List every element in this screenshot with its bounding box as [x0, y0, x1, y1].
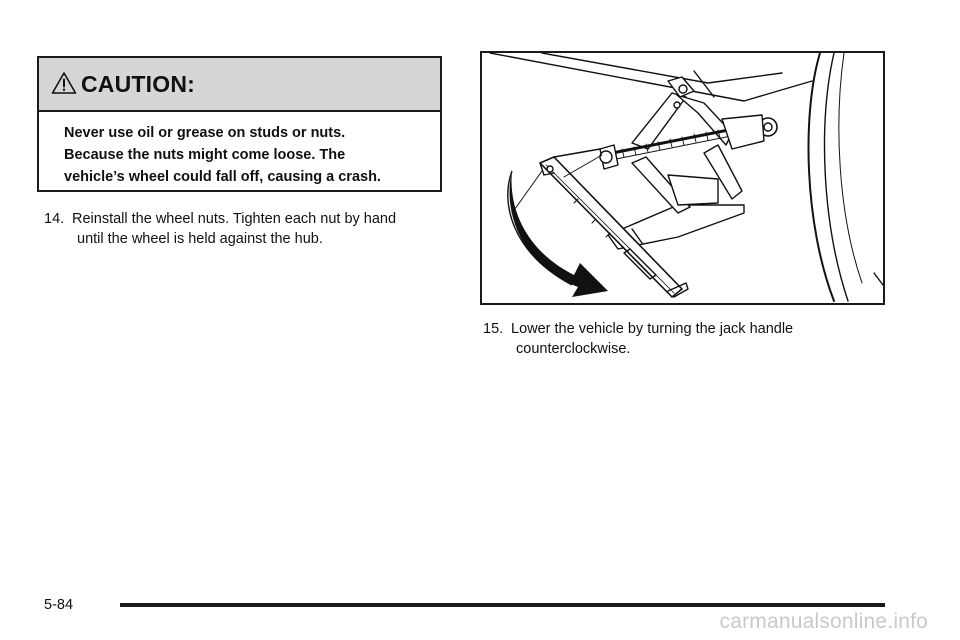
caution-box [37, 56, 442, 192]
caution-line: vehicle’s wheel could fall off, causing a crash. [64, 169, 381, 185]
counterclockwise-arrow-icon [508, 171, 608, 297]
step-text: Lower the vehicle by turning the jack handle [511, 321, 794, 337]
step-14 [44, 209, 444, 249]
caution-header [39, 58, 440, 112]
step-number: 15. [483, 321, 504, 337]
caution-title: CAUTION: [81, 70, 196, 97]
step-number: 14. [44, 211, 65, 227]
caution-line: Because the nuts might come loose. The [64, 147, 346, 163]
page-number: 5-84 [44, 597, 74, 613]
footer-rule [120, 603, 885, 607]
caution-body [39, 112, 440, 188]
step-15 [483, 319, 903, 359]
step-text: until the wheel is held against the hub. [77, 231, 323, 247]
caution-line: Never use oil or grease on studs or nuts. [64, 125, 346, 141]
warning-triangle-icon [51, 71, 77, 95]
watermark: carmanualsonline.info [719, 610, 928, 633]
step-text: counterclockwise. [516, 341, 631, 357]
scissor-jack-illustration [480, 51, 885, 305]
step-text: Reinstall the wheel nuts. Tighten each nut by hand [72, 211, 397, 227]
